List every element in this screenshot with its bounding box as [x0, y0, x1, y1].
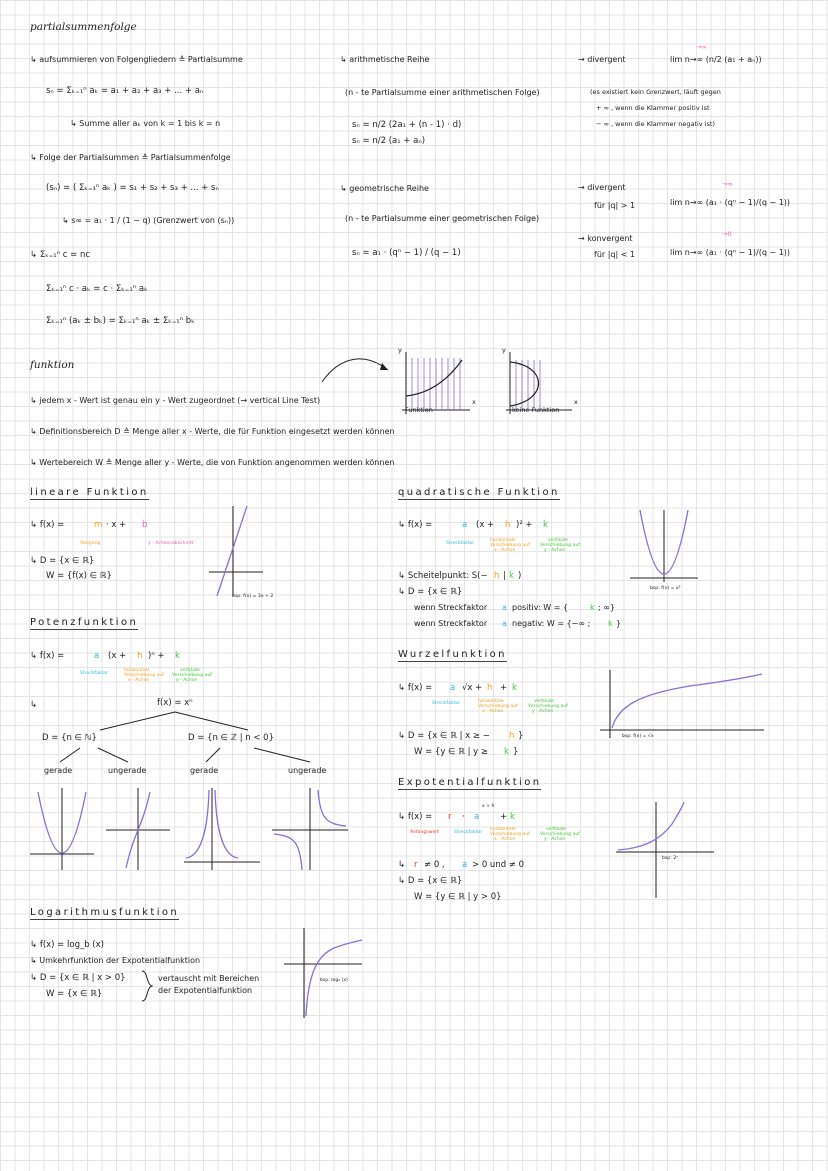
funktion-line-1: ↳ jedem x - Wert ist genau ein y - Wert zugeordnet (→ vertical Line Test): [30, 396, 321, 405]
arith-desc: (n - te Partialsumme einer arithmetischen Folge): [345, 88, 540, 97]
linear-graph: [205, 504, 265, 600]
graph-odd-negative-power: [270, 786, 350, 872]
log-example: bsp: log₂ (x): [320, 978, 348, 983]
wurzel-range-k: k: [504, 747, 509, 757]
wurzel-h: h: [487, 683, 493, 693]
expo-graph: [614, 800, 718, 900]
potenz-k-label-1: vertikale: [180, 668, 201, 673]
sum-rule-constant: ↳ Σₖ₌₁ⁿ c = nc: [30, 250, 91, 260]
expo-domain: ↳ D = {x ∈ ℝ}: [398, 876, 463, 886]
wurzel-a: a: [450, 683, 456, 693]
linear-b: b: [142, 520, 148, 530]
potenz-mid-1: (x +: [108, 651, 127, 661]
expo-formula-prefix: ↳ f(x) =: [398, 812, 433, 822]
divergent-note-1: (es existiert kein Grenzwert, läuft gegen: [590, 88, 721, 96]
log-note-2: der Expotentialfunktion: [158, 986, 253, 995]
wurzel-plus: +: [500, 683, 508, 693]
wurzel-formula-prefix: ↳ f(x) =: [398, 683, 433, 693]
wurzelfunktion-title: Wurzelfunktion: [398, 649, 507, 660]
quad-pos-post: ; ∞}: [598, 603, 615, 612]
linear-range: W = {f(x) ∈ ℝ}: [46, 571, 112, 581]
quad-h: h: [505, 520, 511, 530]
arith-title: ↳ arithmetische Reihe: [340, 55, 430, 64]
graph-even-negative-power: [182, 786, 262, 872]
linear-m: m: [94, 520, 103, 530]
wurzel-range-prefix: W = {y ∈ ℝ | y ≥: [414, 747, 489, 757]
konvergent-geo: → konvergent: [578, 234, 633, 243]
quad-neg-mid: negativ: W = {−∞ ;: [512, 619, 591, 628]
graph2-axis-x: x: [574, 398, 578, 406]
quad-a: a: [462, 520, 468, 530]
quad-h-label-1: horizontale: [490, 538, 516, 543]
expo-condition-a: a: [462, 860, 468, 870]
quad-vertex-sep: |: [503, 571, 506, 581]
potenz-domain-integer: D = {n ∈ ℤ | n < 0}: [188, 733, 275, 743]
expo-h-label-1: horizontale: [490, 827, 516, 832]
quad-k-label-2: Verschiebung auf: [540, 543, 580, 548]
quad-a-label: Streckfaktor: [446, 541, 475, 546]
graph-even-positive-power: [28, 786, 100, 872]
expo-k-label-1: vertikale: [546, 827, 567, 832]
arith-formula-1: sₙ = n/2 (2a₁ + (n - 1) · d): [352, 120, 462, 130]
divergent-note-2: + ∞ , wenn die Klammer positiv ist: [596, 104, 710, 112]
log-graph: [282, 926, 364, 1020]
sn-definition: sₙ = Σₖ₌₁ⁿ aₖ = a₁ + a₂ + a₃ + ... + aₙ: [46, 86, 204, 96]
graph2-axis-y: y: [502, 346, 506, 354]
potenzfunktion-title: Potenzfunktion: [30, 617, 139, 628]
wurzel-h-label-1: horizontale: [478, 699, 504, 704]
wurzel-graph: [600, 668, 768, 740]
potenz-arrow: ↳: [30, 700, 38, 710]
geo-desc: (n - te Partialsumme einer geometrischen Folge): [345, 214, 540, 223]
expo-condition-post: > 0 und ≠ 0: [472, 860, 525, 870]
wurzel-example: bsp: f(x) = √x: [622, 734, 654, 739]
konvergent-geo-condition: für |q| < 1: [594, 250, 636, 259]
log-note-1: vertauscht mit Bereichen: [158, 974, 260, 983]
expo-h-label-2: Verschiebung auf: [490, 832, 530, 837]
quad-pos-prefix: wenn Streckfaktor: [414, 603, 488, 612]
expo-r-label: Anfangswert: [410, 830, 439, 835]
funktion-line-2: ↳ Definitionsbereich D ≙ Menge aller x - Werte, die für Funktion eingesetzt werden können: [30, 427, 395, 436]
arith-formula-2: sₙ = n/2 (a₁ + aₙ): [352, 136, 426, 146]
sum-rule-addition: Σₖ₌₁ⁿ (aₖ ± bₖ) = Σₖ₌₁ⁿ aₖ ± Σₖ₌₁ⁿ bₖ: [46, 316, 195, 326]
funktion-title: funktion: [30, 359, 75, 371]
potenz-h: h: [137, 651, 143, 661]
linear-formula-prefix: ↳ f(x) =: [30, 520, 65, 530]
folge-definition: (sₙ) = ( Σₖ₌₁ⁿ aₖ ) = s₁ + s₂ + s₃ + ... + sₙ: [46, 183, 219, 193]
expo-a-label: Streckfaktor: [454, 830, 483, 835]
potenz-k-label-2: Verschiebung auf: [172, 673, 212, 678]
quad-neg-post: }: [616, 619, 622, 628]
quadratische-funktion-title: quadratische Funktion: [398, 487, 560, 498]
expo-plus: +: [500, 812, 508, 822]
graph1-axis-x: x: [472, 398, 476, 406]
geo-formula: sₙ = a₁ · (qⁿ − 1) / (q − 1): [352, 248, 461, 258]
expo-k-label-3: y - Achse: [544, 837, 566, 842]
graph-keine-funktion-label: keine Funktion: [512, 406, 560, 414]
wurzel-k-label-2: Verschiebung auf: [528, 704, 568, 709]
potenz-ungerade-2: ungerade: [288, 766, 327, 775]
quad-neg-k: k: [608, 619, 613, 628]
arrow-zero: →0: [722, 230, 732, 238]
wurzel-h-label-3: x - Achse: [482, 709, 504, 714]
potenz-gerade-1: gerade: [44, 766, 73, 775]
quad-neg-a: a: [502, 619, 507, 628]
konvergent-geo-limit: lim n→∞ (a₁ · (qⁿ − 1)/(q − 1)): [670, 248, 791, 257]
quad-neg-prefix: wenn Streckfaktor: [414, 619, 488, 628]
divergent-note-3: − ∞ , wenn die Klammer negativ ist): [596, 120, 715, 128]
page-title-partialsummenfolge: partialsummenfolge: [30, 21, 137, 33]
expo-a: a: [474, 812, 480, 822]
expo-condition-r: r: [414, 860, 418, 870]
quad-mid-2: )² +: [516, 520, 533, 530]
potenz-formula-prefix: ↳ f(x) =: [30, 651, 65, 661]
graph-odd-positive-power: [104, 786, 176, 872]
wurzel-domain-post: }: [518, 731, 524, 741]
linear-x: · x +: [106, 520, 127, 530]
divergent-geo-limit: lim n→∞ (a₁ · (qⁿ − 1)/(q − 1)): [670, 198, 791, 207]
divergent-arith-limit: lim n→∞ (n/2 (a₁ + aₙ)): [670, 55, 762, 64]
graph1-axis-y: y: [398, 346, 402, 354]
wurzel-sqrt: √x +: [462, 683, 483, 693]
sn-note: ↳ Summe aller aₖ von k = 1 bis k = n: [70, 119, 221, 128]
quad-k: k: [543, 520, 548, 530]
s-infinity: ↳ s∞ = a₁ · 1 / (1 − q) (Grenzwert von (sₙ)): [62, 216, 235, 225]
potenz-domain-natural: D = {n ∈ ℕ}: [42, 733, 97, 743]
expo-range: W = {y ∈ ℝ | y > 0}: [414, 892, 502, 902]
potenz-k-label-3: y - Achse: [176, 678, 198, 683]
quad-pos-k: k: [590, 603, 595, 612]
divergent-geo-condition: für |q| > 1: [594, 201, 636, 210]
wurzel-domain-h: h: [509, 731, 515, 741]
quad-h-label-2: Verschiebung auf: [490, 543, 530, 548]
expotentialfunktion-title: Expotentialfunktion: [398, 777, 542, 788]
potenz-a: a: [94, 651, 100, 661]
quad-vertex-h: h: [494, 571, 500, 581]
expo-r: r: [448, 812, 452, 822]
divergent-geo: → divergent: [578, 183, 626, 192]
quad-formula-prefix: ↳ f(x) =: [398, 520, 433, 530]
linear-example: bsp: f(x) = 3x + 2: [232, 594, 274, 599]
linear-m-label: Steigung: [80, 541, 101, 546]
expo-condition-mid: ≠ 0 ,: [424, 860, 445, 870]
linear-b-label: y - Achsenabschnitt: [148, 541, 194, 546]
quad-vertex-post: ): [518, 571, 522, 581]
vertical-test-lines-1: [412, 358, 460, 410]
quad-h-label-3: x - Achse: [494, 548, 516, 553]
potenz-a-label: Streckfaktor: [80, 671, 109, 676]
arrow-infinity-1: →∞: [696, 43, 707, 51]
quad-pos-mid: positiv: W = {: [512, 603, 569, 612]
expo-example: bsp: 2ˣ: [662, 856, 679, 861]
quad-k-label-1: vertikale: [548, 538, 569, 543]
wurzel-range-post: }: [513, 747, 519, 757]
expo-k-label-2: Verschiebung auf: [540, 832, 580, 837]
potenz-fx: f(x) = xⁿ: [157, 698, 193, 708]
quad-pos-a: a: [502, 603, 507, 612]
quad-example: bsp: f(x) = x²: [650, 586, 681, 591]
quad-k-label-3: y - Achse: [544, 548, 566, 553]
funktion-line-3: ↳ Wertebereich W ≙ Menge aller y - Werte, die von Funktion angenommen werden können: [30, 458, 395, 467]
lineare-funktion-title: lineare Funktion: [30, 487, 149, 498]
quadratic-graph: [628, 508, 700, 584]
log-range: W = {x ∈ ℝ}: [46, 989, 103, 999]
linear-domain: ↳ D = {x ∈ ℝ}: [30, 556, 95, 566]
log-domain: ↳ D = {x ∈ ℝ | x > 0}: [30, 973, 126, 983]
potenz-h-label-3: x - Achse: [128, 678, 150, 683]
wurzel-a-label: Streckfaktor: [432, 701, 461, 706]
geo-title: ↳ geometrische Reihe: [340, 184, 429, 193]
folge-partialsummen: ↳ Folge der Partialsummen ≙ Partialsummenfolge: [30, 153, 231, 162]
divergent-arith: → divergent: [578, 55, 626, 64]
potenz-gerade-2: gerade: [190, 766, 219, 775]
expo-exponent: x + h: [482, 804, 495, 809]
wurzel-h-label-2: Verschiebung auf: [478, 704, 518, 709]
expo-condition-prefix: ↳: [398, 860, 406, 870]
logarithmusfunktion-title: Logarithmusfunktion: [30, 907, 180, 918]
log-brace: [140, 970, 154, 1002]
potenz-mid-2: )ⁿ +: [148, 651, 165, 661]
potenz-h-label-1: horizontale: [124, 668, 150, 673]
graph-funktion-label: Funktion: [405, 406, 433, 414]
wurzel-k: k: [512, 683, 517, 693]
quad-vertex-k: k: [509, 571, 514, 581]
expo-k: k: [510, 812, 515, 822]
partial-intro: ↳ aufsummieren von Folgengliedern ≙ Partialsumme: [30, 55, 243, 64]
wurzel-domain-prefix: ↳ D = {x ∈ ℝ | x ≥ −: [398, 731, 490, 741]
expo-h-label-3: x - Achse: [494, 837, 516, 842]
quad-mid-1: (x +: [476, 520, 495, 530]
quad-vertex-prefix: ↳ Scheitelpunkt: S(−: [398, 571, 488, 581]
arrow-infinity-2: →∞: [722, 180, 733, 188]
wurzel-k-label-1: vertikale: [534, 699, 555, 704]
sum-rule-factor: Σₖ₌₁ⁿ c · aₖ = c · Σₖ₌₁ⁿ aₖ: [46, 284, 148, 294]
quad-domain: ↳ D = {x ∈ ℝ}: [398, 587, 463, 597]
potenz-k: k: [175, 651, 180, 661]
potenz-h-label-2: Verschiebung auf: [124, 673, 164, 678]
log-formula: ↳ f(x) = log_b (x): [30, 940, 104, 950]
wurzel-k-label-3: y - Achse: [532, 709, 554, 714]
expo-dot: ·: [462, 812, 465, 822]
log-umkehr: ↳ Umkehrfunktion der Expotentialfunktion: [30, 956, 201, 965]
potenz-ungerade-1: ungerade: [108, 766, 147, 775]
